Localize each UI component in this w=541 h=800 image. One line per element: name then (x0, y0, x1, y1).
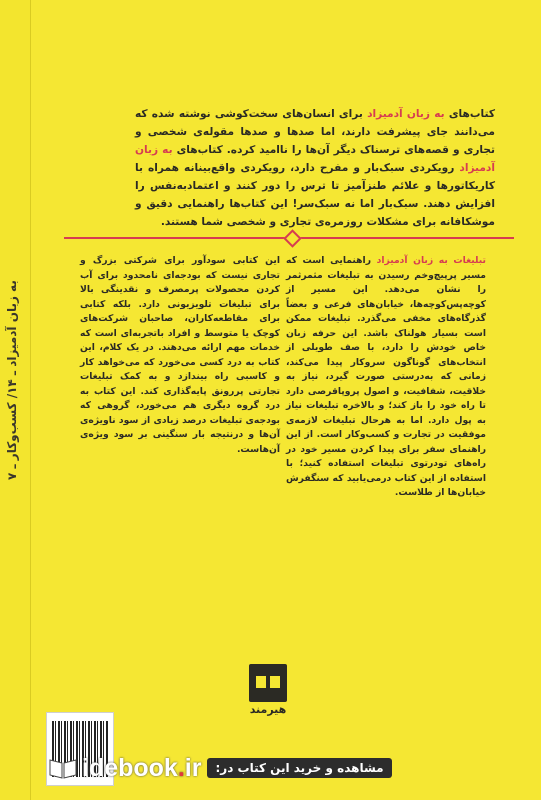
series-name-highlight: به زبان آدمیزاد (135, 144, 495, 174)
series-name-highlight: به زبان آدمیزاد (367, 108, 445, 120)
divider-diamond-icon (283, 229, 301, 247)
intro-paragraph (135, 105, 495, 231)
store-logo-tld: ir (184, 753, 202, 782)
store-logo-dot: . (177, 753, 185, 782)
description-left-text: این کتابی سودآور برای شرکتی بزرگ و تجاری نیست که بودجه‌ای نامحدود برای آب کردن محصولات پرمصرف و نقدینگی بالا برای تبلیغات تلویزیونی دارد. بلکه کتابی برای مقاطعه‌کاران، صاحبان شرکت‌های کوچک یا متوسط و افراد باتجربه‌ای است که خدمات مهم ارائه می‌دهند. در یک کلام، این کتاب به درد کسی می‌خورد که می‌خواهد کار و کاسبی راه بیندازد و به کمک تبلیغات تجارتی پررونق پایه‌گذاری کند. این کتاب به درد گروه دیگری هم می‌خورد، گروهی که بودجه‌ی تبلیغات درصد زیادی از سود ناویژه‌ی آن‌ها و درنتیجه بار سنگینی بر سود ویژه‌ی آن‌هاست. (80, 255, 280, 455)
publisher-name: هیرمند (249, 703, 287, 716)
store-logo[interactable] (48, 754, 201, 783)
publisher-logo-icon (249, 664, 287, 702)
intro-text-2: برای انسان‌های سخت‌کوشی نوشته شده که می‌دانند جای پیشرفت دارند، اما صدها و صدها مقوله‌ی شخصی و تجاری و قصه‌های ترسناک دیگر آن‌ها را ناامید کرده. کتاب‌های (135, 108, 496, 156)
description-right-text: راهنمایی است که مسیر پرپیچ‌وخم رسیدن به تبلیغات مثمرثمر را نشان می‌دهد. این مسیر از کوچه‌پس‌کوچه‌ها، خیابان‌های فرعی و بعضاً گذرگاه‌های مخفی می‌گذرد. تبلیغات ممکن است بسیار هولناک باشد. این حرفه زبان خاص خودش را دارد، با صف طویلی از انتخاب‌های گوناگون سروکار پیدا می‌کند، زمانی که به‌درستی صورت گیرد، نیاز به خلاقیت، شفافیت، و اصول پروپاقرصی دارد تا راه خود را باز کند؛ و بالاخره تبلیغات نیاز به پول دارد. اما به هرحال تبلیغات لازمه‌ی موفقیت در تجارت و کسب‌وکار است. از این راهنمای سفر برای پیدا کردن مسیر خود در راه‌های تودرتوی تبلیغات استفاده کنید؛ با استفاده از این کتاب درمی‌یابید که سنگفرش خیابان‌ها از طلاست. (286, 255, 486, 498)
intro-text-1: کتاب‌های (444, 108, 495, 120)
description-column-left (80, 254, 280, 457)
spine-strip (0, 0, 31, 800)
intro-text-3: رویکردی سبک‌بار و مفرح دارد، رویکردی واقع‌بینانه همراه با کاریکاتورها و علائم طنزآمیز تا ترس را دور کنند و اعتمادبه‌نفس را افزایش دهند. سبک‌بار اما نه سبک‌سر! این کتاب‌ها راهنمایی دقیق و موشکافانه برای مشکلات روزمره‌ی تجاری و شخصی شما هستند. (135, 162, 495, 228)
store-logo-main: idebook (82, 753, 178, 782)
book-icon (48, 756, 78, 780)
spine-title: به زبان آدمیزاد ـ ۱۴/ کسب‌وکار ـ ۷ (5, 280, 19, 480)
book-title-highlight: تبلیغات به زبان آدمیزاد (376, 255, 486, 266)
store-caption: مشاهده و خرید این کتاب در: (207, 758, 391, 778)
store-watermark[interactable] (48, 748, 528, 788)
description-column-right (286, 254, 486, 501)
